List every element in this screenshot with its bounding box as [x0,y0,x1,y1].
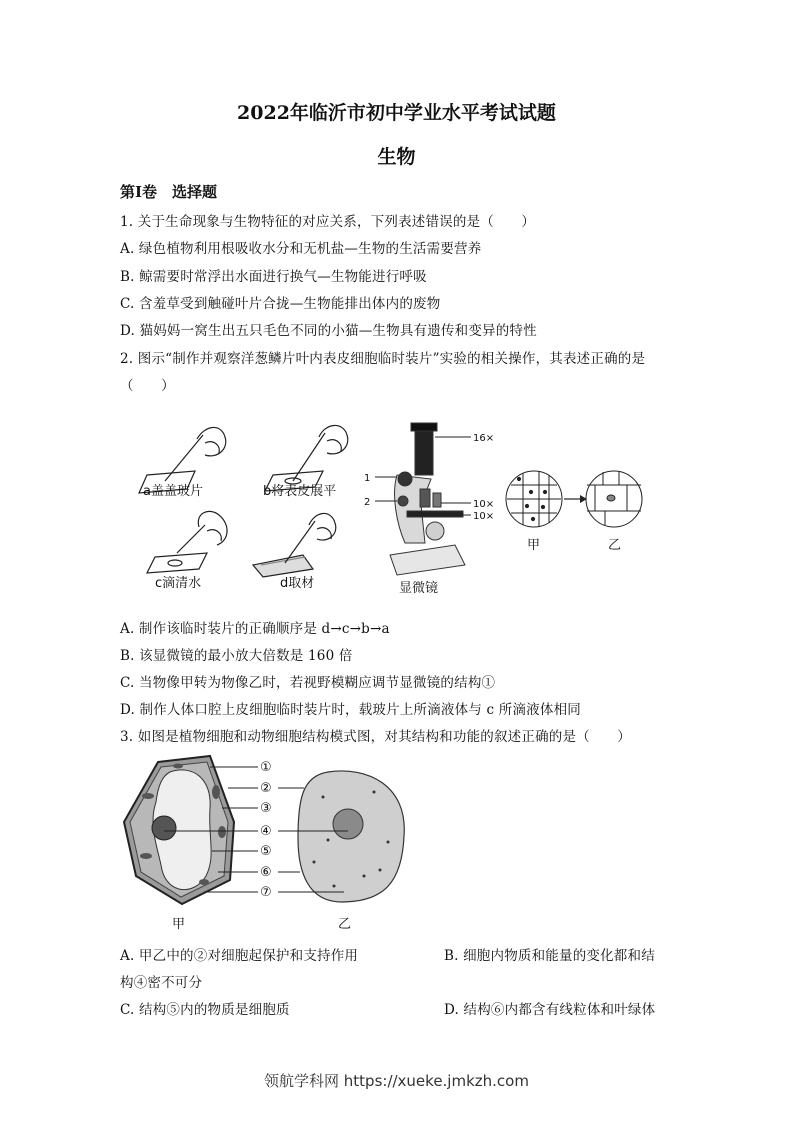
q2-option-c: C. 当物像甲转为物像乙时，若视野模糊应调节显微镜的结构① [120,675,496,691]
mag-10x-a: 10× [473,499,495,510]
view-jia [506,471,562,527]
label-animal-yi: 乙 [338,917,352,932]
animal-cell [298,771,404,902]
label-plant-jia: 甲 [172,917,186,932]
q2-paren: （ ） [120,378,175,394]
label-b: b将表皮展平 [263,484,337,499]
q3-option-b-line1: B. 细胞内物质和能量的变化都和结 [444,948,655,964]
struct-label-4: ④ [260,824,272,839]
step-d-illustration [253,513,336,577]
q1-option-a: A. 绿色植物利用根吸收水分和无机盐—生物的生活需要营养 [120,241,482,257]
q2-stem: 2. 图示“制作并观察洋葱鳞片叶内表皮细胞临时装片”实验的相关操作，其表述正确的是 [120,351,646,367]
q2-option-b: B. 该显微镜的最小放大倍数是 160 倍 [120,648,353,664]
struct-label-5: ⑤ [260,844,272,859]
q3-option-c: C. 结构⑤内的物质是细胞质 [120,1002,290,1018]
q1-stem: 1. 关于生命现象与生物特征的对应关系，下列表述错误的是（ ） [120,214,536,230]
part-1: 1 [364,473,371,484]
struct-label-2: ② [260,781,272,796]
label-jia: 甲 [527,538,541,553]
label-d: d取材 [280,576,315,591]
label-a: a盖盖玻片 [143,484,203,499]
label-yi: 乙 [608,538,622,553]
q2-option-a: A. 制作该临时装片的正确顺序是 d→c→b→a [120,621,390,637]
step-b-illustration [265,425,348,491]
plant-cell [124,756,234,904]
label-microscope: 显微镜 [399,581,439,596]
q3-option-d: D. 结构⑥内都含有线粒体和叶绿体 [444,1002,656,1018]
q3-option-a: A. 甲乙中的②对细胞起保护和支持作用 [120,948,359,964]
q2-figure [135,415,655,600]
q1-option-b: B. 鲸需要时常浮出水面进行换气—生物能进行呼吸 [120,269,427,285]
struct-label-7: ⑦ [260,885,272,900]
q2-option-d: D. 制作人体口腔上皮细胞临时装片时，载玻片上所滴液体与 c 所滴液体相同 [120,702,581,718]
struct-label-3: ③ [260,801,272,816]
q3-figure [118,752,428,937]
subject-title: 生物 [377,146,416,168]
q3-option-b-line2: 构④密不可分 [120,975,203,991]
q1-option-c: C. 含羞草受到触碰叶片合拢—生物能排出体内的废物 [120,296,441,312]
footer-watermark: 领航学科网 https://xueke.jmkzh.com [264,1072,529,1090]
section-heading: 第I卷 选择题 [120,183,218,201]
microscope-illustration [390,423,465,575]
page-title: 2022年临沂市初中学业水平考试试题 [237,102,556,124]
struct-label-6: ⑥ [260,865,272,880]
mag-10x-b: 10× [473,511,495,522]
view-yi [586,471,642,527]
struct-label-1: ① [260,760,272,775]
q3-stem: 3. 如图是植物细胞和动物细胞结构模式图，对其结构和功能的叙述正确的是（ ） [120,729,631,745]
step-c-illustration [147,511,227,573]
label-c: c滴清水 [155,576,202,591]
q1-option-d: D. 猫妈妈一窝生出五只毛色不同的小猫—生物具有遗传和变异的特性 [120,323,537,339]
part-2: 2 [364,497,371,508]
mag-16x: 16× [473,433,495,444]
